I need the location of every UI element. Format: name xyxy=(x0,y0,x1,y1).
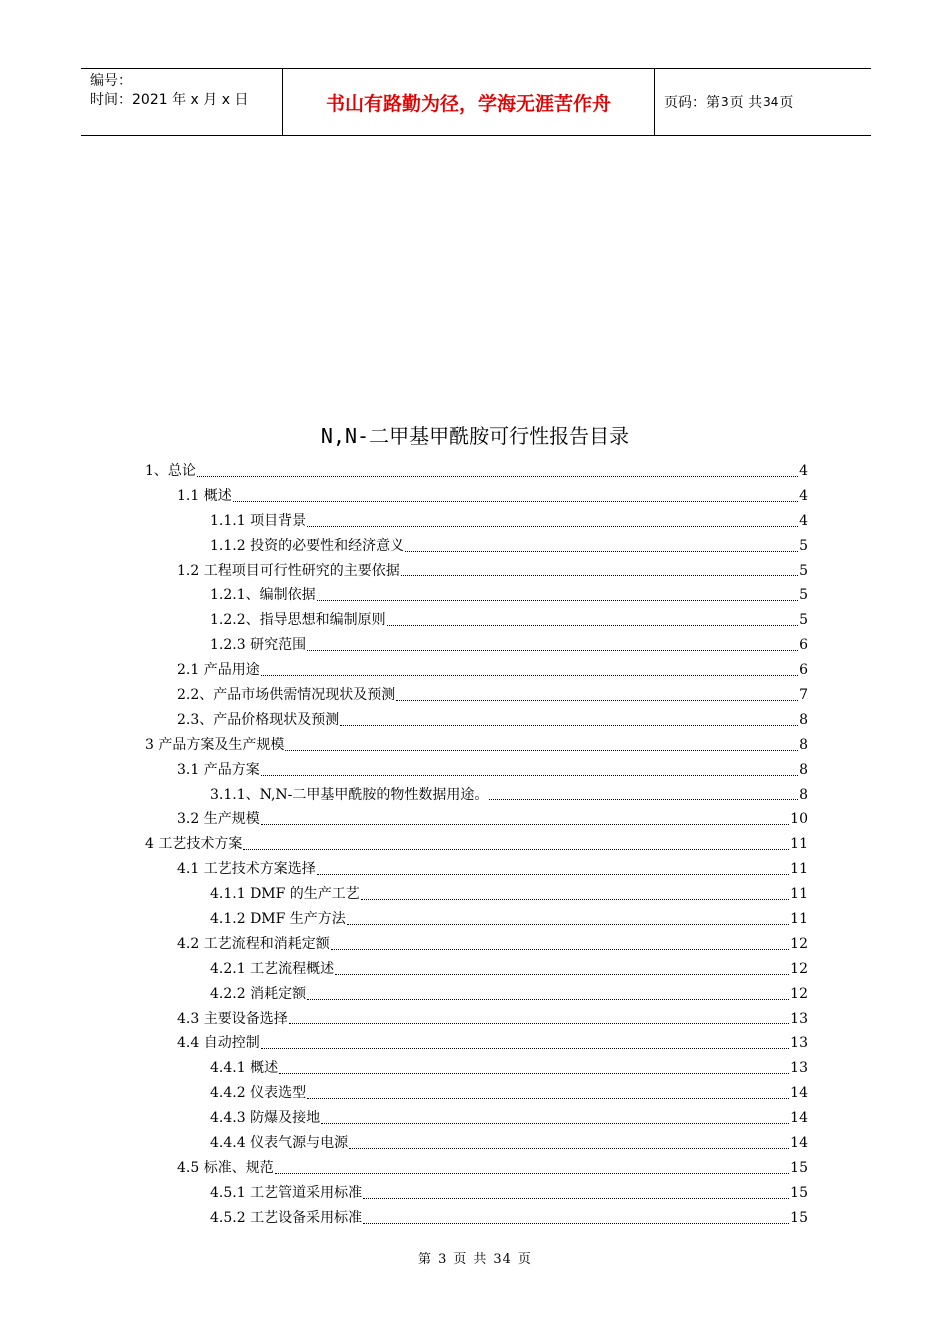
toc-entry-label: 4.5 标准、规范 xyxy=(177,1159,274,1176)
toc-entry-page: 15 xyxy=(790,1184,808,1201)
toc-entry-page: 6 xyxy=(799,637,808,654)
page-mid: 页 共 xyxy=(729,95,763,111)
toc-entry[interactable] xyxy=(145,1106,808,1131)
toc-dot-leader xyxy=(317,874,789,875)
toc-entry-label: 4.1 工艺技术方案选择 xyxy=(177,861,316,878)
footer-current-page: 3 xyxy=(438,1252,448,1267)
toc-dot-leader xyxy=(347,924,789,925)
toc-dot-leader xyxy=(261,775,798,776)
document-title: N,N-二甲基甲酰胺可行性报告目录 xyxy=(320,424,630,448)
header-page-counter xyxy=(655,69,871,135)
toc-entry-page: 11 xyxy=(790,836,808,853)
toc-dot-leader xyxy=(279,1073,789,1074)
toc-entry-page: 10 xyxy=(790,811,808,828)
toc-entry-label: 4.2.2 消耗定额 xyxy=(210,985,307,1002)
toc-entry[interactable] xyxy=(145,882,808,907)
toc-entry-page: 12 xyxy=(790,960,808,977)
toc-dot-leader xyxy=(307,526,798,527)
page-suffix: 页 xyxy=(779,95,794,111)
toc-entry-label: 4.1.1 DMF 的生产工艺 xyxy=(210,886,360,903)
toc-entry[interactable] xyxy=(145,1181,808,1206)
toc-entry-label: 4.2.1 工艺流程概述 xyxy=(210,960,335,977)
toc-entry-page: 5 xyxy=(799,612,808,629)
toc-entry[interactable] xyxy=(145,484,808,509)
toc-entry[interactable] xyxy=(145,758,808,783)
toc-dot-leader xyxy=(289,1023,789,1024)
current-page: 3 xyxy=(721,95,729,109)
toc-dot-leader xyxy=(489,799,798,800)
footer-mid2: 共 xyxy=(473,1252,488,1267)
toc-entry[interactable] xyxy=(145,982,808,1007)
toc-dot-leader xyxy=(317,600,798,601)
toc-entry-page: 12 xyxy=(790,935,808,952)
toc-entry-label: 1.1.1 项目背景 xyxy=(210,512,307,529)
toc-entry-page: 11 xyxy=(790,911,808,928)
toc-dot-leader xyxy=(285,750,798,751)
toc-dot-leader xyxy=(243,849,789,850)
toc-dot-leader xyxy=(261,675,798,676)
page-prefix: 页码：第 xyxy=(664,95,720,111)
toc-entry[interactable] xyxy=(145,832,808,857)
toc-entry[interactable] xyxy=(145,907,808,932)
toc-entry-label: 3.1 产品方案 xyxy=(177,761,260,778)
toc-dot-leader xyxy=(401,575,798,576)
toc-entry-label: 4.5.1 工艺管道采用标准 xyxy=(210,1184,363,1201)
toc-dot-leader xyxy=(363,1198,789,1199)
toc-entry[interactable] xyxy=(145,509,808,534)
footer-total-pages: 34 xyxy=(493,1252,512,1267)
toc-entry[interactable] xyxy=(145,708,808,733)
toc-dot-leader xyxy=(331,949,789,950)
footer-prefix: 第 xyxy=(418,1252,433,1267)
toc-entry[interactable] xyxy=(145,733,808,758)
toc-dot-leader xyxy=(307,999,789,1000)
page-header xyxy=(81,68,871,136)
toc-entry[interactable] xyxy=(145,1131,808,1156)
toc-dot-leader xyxy=(349,1148,789,1149)
toc-entry-page: 8 xyxy=(799,786,808,803)
toc-entry-label: 4.1.2 DMF 生产方法 xyxy=(210,911,346,928)
toc-entry[interactable] xyxy=(145,807,808,832)
toc-entry-page: 6 xyxy=(799,662,808,679)
toc-dot-leader xyxy=(307,1098,789,1099)
toc-entry-page: 13 xyxy=(790,1010,808,1027)
toc-entry-page: 11 xyxy=(790,861,808,878)
total-pages: 34 xyxy=(763,95,779,109)
toc-dot-leader xyxy=(307,650,798,651)
toc-entry[interactable] xyxy=(145,783,808,808)
toc-entry-label: 4.4.3 防爆及接地 xyxy=(210,1110,321,1127)
toc-entry-page: 14 xyxy=(790,1110,808,1127)
toc-entry-label: 4.3 主要设备选择 xyxy=(177,1010,288,1027)
toc-entry-label: 1、总论 xyxy=(145,463,196,479)
toc-dot-leader xyxy=(361,899,789,900)
toc-entry[interactable] xyxy=(145,957,808,982)
page-footer xyxy=(0,1248,950,1267)
toc-entry-label: 1.1 概述 xyxy=(177,487,232,504)
toc-dot-leader xyxy=(363,1223,789,1224)
toc-entry-page: 4 xyxy=(799,512,808,529)
toc-entry[interactable] xyxy=(145,1056,808,1081)
toc-entry[interactable] xyxy=(145,857,808,882)
toc-entry-page: 14 xyxy=(790,1085,808,1102)
toc-entry-label: 1.1.2 投资的必要性和经济意义 xyxy=(210,537,405,554)
toc-entry-page: 4 xyxy=(799,463,808,479)
footer-suffix: 页 xyxy=(517,1252,532,1267)
toc-entry-page: 4 xyxy=(799,487,808,504)
toc-entry-page: 11 xyxy=(790,886,808,903)
toc-entry-label: 3.2 生产规模 xyxy=(177,811,260,828)
toc-dot-leader xyxy=(261,824,789,825)
toc-entry-page: 5 xyxy=(799,562,808,579)
toc-entry-label: 2.2、产品市场供需情况现状及预测 xyxy=(177,687,396,704)
toc-entry-page: 5 xyxy=(799,587,808,604)
toc-entry[interactable] xyxy=(145,658,808,683)
toc-dot-leader xyxy=(405,551,798,552)
toc-entry-label: 3 产品方案及生产规模 xyxy=(145,736,285,753)
toc-dot-leader xyxy=(396,700,798,701)
toc-entry[interactable] xyxy=(145,534,808,559)
toc-entry-page: 14 xyxy=(790,1135,808,1152)
toc-entry[interactable] xyxy=(145,1206,808,1231)
toc-entry-label: 1.2.1、编制依据 xyxy=(210,587,316,604)
toc-entry-page: 5 xyxy=(799,537,808,554)
toc-entry[interactable] xyxy=(145,932,808,957)
toc-dot-leader xyxy=(275,1173,789,1174)
toc-entry-label: 4.4.4 仪表气源与电源 xyxy=(210,1135,349,1152)
toc-dot-leader xyxy=(261,1048,789,1049)
toc-entry[interactable] xyxy=(145,559,808,584)
toc-entry[interactable] xyxy=(145,459,808,484)
toc-entry-page: 13 xyxy=(790,1060,808,1077)
toc-dot-leader xyxy=(340,725,798,726)
toc-dot-leader xyxy=(197,476,798,477)
footer-mid1: 页 xyxy=(453,1252,468,1267)
toc-entry[interactable] xyxy=(145,1081,808,1106)
table-of-contents xyxy=(145,459,808,1231)
toc-entry[interactable] xyxy=(145,633,808,658)
header-motto: 书山有路勤为径，学海无涯苦作舟 xyxy=(282,69,655,135)
toc-entry-page: 15 xyxy=(790,1209,808,1226)
toc-entry[interactable] xyxy=(145,1156,808,1181)
toc-entry-page: 15 xyxy=(790,1159,808,1176)
toc-dot-leader xyxy=(335,974,789,975)
toc-entry-label: 1.2.2、指导思想和编制原则 xyxy=(210,612,386,629)
toc-dot-leader xyxy=(321,1123,789,1124)
toc-entry-label: 4.4 自动控制 xyxy=(177,1035,260,1052)
toc-entry-label: 4.4.2 仪表选型 xyxy=(210,1085,307,1102)
toc-entry-page: 8 xyxy=(799,711,808,728)
toc-entry[interactable] xyxy=(145,1031,808,1056)
toc-dot-leader xyxy=(233,501,798,502)
toc-entry[interactable] xyxy=(145,683,808,708)
document-date: 时间：2021 年 x 月 x 日 xyxy=(90,92,249,108)
toc-entry-page: 13 xyxy=(790,1035,808,1052)
toc-entry-page: 8 xyxy=(799,736,808,753)
toc-entry-label: 4.5.2 工艺设备采用标准 xyxy=(210,1209,363,1226)
toc-entry-label: 4.4.1 概述 xyxy=(210,1060,279,1077)
toc-entry[interactable] xyxy=(145,1007,808,1032)
toc-entry-page: 7 xyxy=(799,687,808,704)
document-number-label: 编号： xyxy=(90,73,132,89)
toc-entry-label: 4 工艺技术方案 xyxy=(145,836,243,853)
toc-entry-page: 8 xyxy=(799,761,808,778)
toc-entry[interactable] xyxy=(145,583,808,608)
toc-entry-label: 2.1 产品用途 xyxy=(177,662,260,679)
toc-entry[interactable] xyxy=(145,608,808,633)
toc-entry-label: 2.3、产品价格现状及预测 xyxy=(177,711,340,728)
header-info xyxy=(81,69,282,135)
toc-dot-leader xyxy=(387,625,798,626)
toc-entry-label: 1.2.3 研究范围 xyxy=(210,637,307,654)
toc-entry-page: 12 xyxy=(790,985,808,1002)
toc-entry-label: 4.2 工艺流程和消耗定额 xyxy=(177,935,330,952)
toc-entry-label: 3.1.1、N,N-二甲基甲酰胺的物性数据用途。 xyxy=(210,786,489,803)
toc-entry-label: 1.2 工程项目可行性研究的主要依据 xyxy=(177,562,400,579)
